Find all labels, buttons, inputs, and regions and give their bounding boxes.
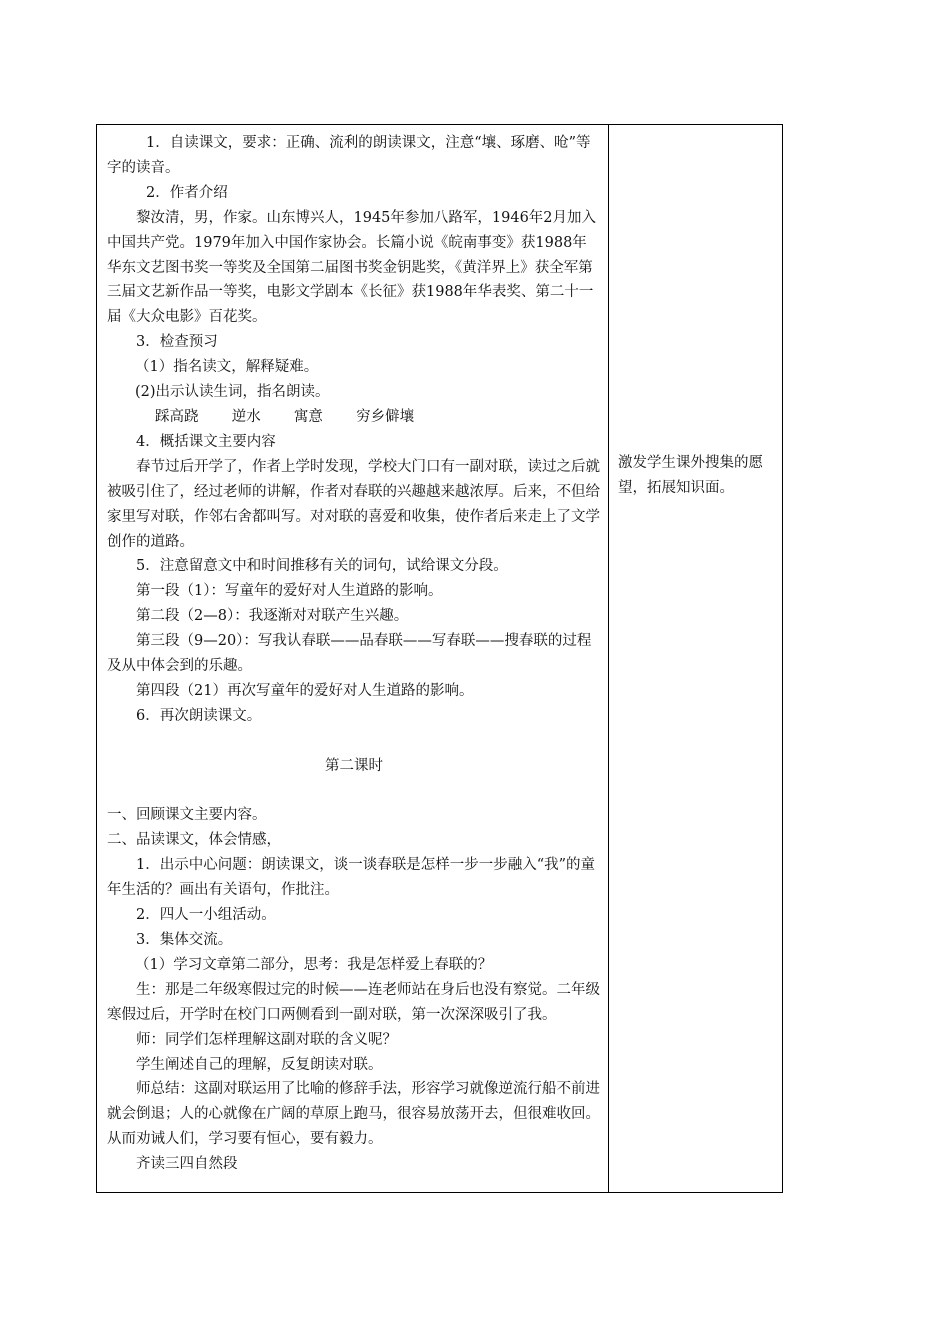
paragraph: （1）学习文章第二部分，思考：我是怎样爱上春联的？	[135, 956, 493, 973]
spacer	[107, 729, 601, 754]
paragraph: 黎汝清，男，作家。山东博兴人，1945年参加八路军，1946年2月加入中国共产党。1979年加入中国作家协会。长篇小说《皖南事变》获1988年华东文艺图书奖一等奖及全国第二届图书奖金钥匙奖，《黄洋界上》获全军第三届文艺新作品一等奖，电影文学剧本《长征》获1988年华表奖、第二十一届《大众电影》百花奖。	[107, 209, 597, 326]
paragraph: 二、品读课文，体会情感，	[107, 832, 281, 849]
spacer	[107, 779, 601, 804]
lesson-two-section	[107, 803, 601, 1177]
paragraph: 一、回顾课文主要内容。	[107, 807, 267, 824]
paragraph: 2．作者介绍	[146, 184, 228, 201]
paragraph: 师：同学们怎样理解这副对联的含义呢？	[136, 1031, 397, 1048]
design-intent-column	[618, 451, 776, 501]
paragraph: 3．集体交流。	[136, 931, 233, 948]
paragraph: 1．自读课文，要求：正确、流利的朗读课文，注意“壤、琢磨、呛”等字的读音。	[107, 135, 591, 176]
paragraph: 学生阐述自己的理解，反复朗读对联。	[136, 1056, 383, 1073]
paragraph: 4．概括课文主要内容	[136, 433, 276, 450]
paragraph: (2)出示认读生词，指名朗读。	[135, 384, 330, 401]
paragraph: 第一段（1）：写童年的爱好对人生道路的影响。	[136, 583, 443, 600]
design-intent-note: 激发学生课外搜集的愿望，拓展知识面。	[618, 455, 763, 496]
paragraph: 第四段（21）再次写童年的爱好对人生道路的影响。	[136, 682, 474, 699]
paragraph: 踩高跷 逆水 寓意 穷乡僻壤	[155, 408, 415, 425]
lesson-one-section	[107, 131, 601, 729]
paragraph: （1）指名读文，解释疑难。	[135, 359, 319, 376]
teaching-process-column	[107, 131, 601, 1177]
paragraph: 2．四人一小组活动。	[136, 907, 276, 924]
lesson-plan-table	[96, 124, 783, 1193]
paragraph: 5．注意留意文中和时间推移有关的词句，试给课文分段。	[136, 558, 508, 575]
paragraph: 第二段（2—8）：我逐渐对对联产生兴趣。	[136, 608, 409, 625]
paragraph: 1．出示中心问题：朗读课文，谈一谈春联是怎样一步一步融入“我”的童年生活的？画出有关语句，作批注。	[107, 857, 596, 899]
paragraph: 第三段（9—20）：写我认春联——品春联——写春联——搜春联的过程及从中体会到的乐趣。	[107, 633, 592, 675]
paragraph: 齐读三四自然段	[136, 1156, 238, 1173]
paragraph: 师总结：这副对联运用了比喻的修辞手法，形容学习就像逆流行船不前进就会倒退；人的心就像在广阔的草原上跑马，很容易放荡开去，但很难收回。从而劝诫人们，学习要有恒心，要有毅力。	[107, 1081, 600, 1148]
paragraph: 3．检查预习	[136, 334, 218, 351]
column-divider	[608, 125, 609, 1192]
paragraph: 6．再次朗读课文。	[136, 707, 262, 724]
lesson-two-title: 第二课时	[325, 757, 383, 774]
paragraph: 生：那是二年级寒假过完的时候——连老师站在身后也没有察觉。二年级寒假过后，开学时在校门口两侧看到一副对联，第一次深深吸引了我。	[107, 981, 600, 1023]
paragraph: 春节过后开学了，作者上学时发现，学校大门口有一副对联，读过之后就被吸引住了，经过老师的讲解，作者对春联的兴趣越来越浓厚。后来，不但给家里写对联，作邻右舍都叫写。对对联的喜爱和收集，使作者后来走上了文学创作的道路。	[107, 458, 600, 550]
